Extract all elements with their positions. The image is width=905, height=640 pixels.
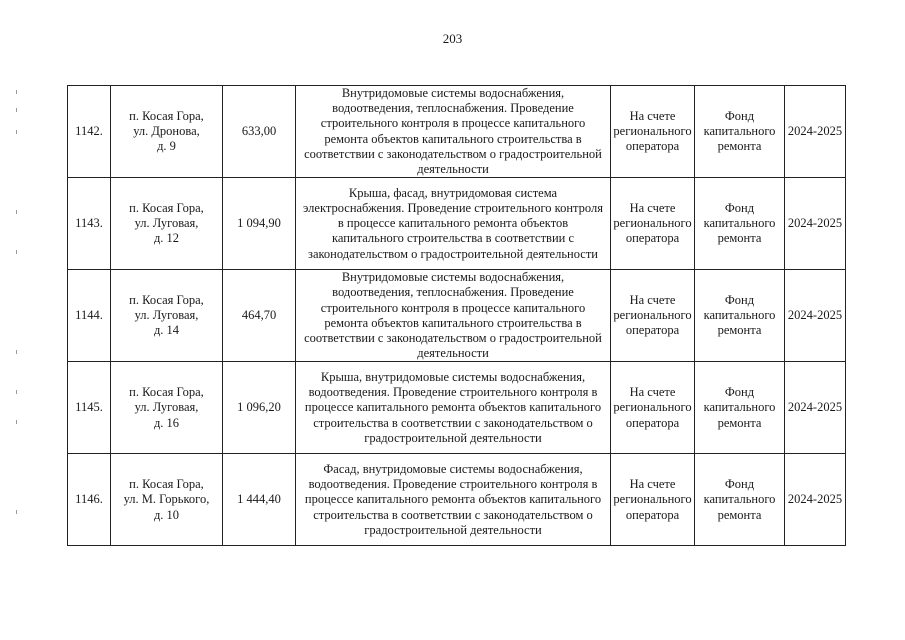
account-type-line: На счете xyxy=(629,293,676,308)
address-line: д. 16 xyxy=(153,415,180,430)
row-number-cell xyxy=(68,270,111,362)
address-line: ул. Луговая, xyxy=(134,216,199,231)
work-description-line: водоотведения, теплоснабжения. Проведение xyxy=(332,101,574,116)
period-text: 2024-2025 xyxy=(787,308,843,323)
work-description-line: водоотведения, теплоснабжения. Проведение xyxy=(332,285,574,300)
row-number-cell xyxy=(68,454,111,546)
account-type-cell xyxy=(611,270,695,362)
account-type-line: регионального xyxy=(613,124,692,138)
account-type-line: регионального xyxy=(613,216,692,231)
period-cell xyxy=(785,362,846,454)
page-number: 203 xyxy=(442,31,463,46)
funding-source-cell xyxy=(695,86,785,178)
address-cell xyxy=(111,362,223,454)
work-description-line: деятельности xyxy=(417,162,489,177)
area-text: 633,00 xyxy=(241,124,277,138)
account-type-line: На счете xyxy=(629,200,676,215)
funding-source-line: ремонта xyxy=(717,231,762,246)
work-description-line: Крыша, фасад, внутридомовая система xyxy=(348,185,558,200)
table-row xyxy=(68,362,846,454)
work-description-line: строительного контроля в процессе капитального xyxy=(320,300,586,315)
funding-source-cell xyxy=(695,362,785,454)
work-description-line: процессе капитального ремонта объектов капитального xyxy=(304,400,602,415)
work-description-line: соответствии с законодательством о градостроительной xyxy=(304,331,602,346)
row-number-text: 1144. xyxy=(75,308,103,323)
work-description-line: водоотведения. Проведение строительного контроля в xyxy=(308,385,598,400)
address-line: ул. М. Горького, xyxy=(123,492,210,507)
table-body xyxy=(68,86,846,546)
work-description-cell xyxy=(296,270,611,362)
period-cell xyxy=(785,86,846,178)
area-cell xyxy=(223,362,296,454)
work-description-cell xyxy=(296,178,611,270)
row-number-cell xyxy=(68,362,111,454)
address-line: д. 12 xyxy=(153,231,180,246)
address-line: п. Косая Гора, xyxy=(129,108,204,123)
area-cell xyxy=(223,178,296,270)
work-description-line: ремонта объектов капитального строительства в xyxy=(324,315,582,330)
area-cell xyxy=(223,454,296,546)
account-type-line: регионального xyxy=(613,400,692,415)
address-line: п. Косая Гора, xyxy=(129,477,204,492)
funding-source-cell xyxy=(695,178,785,270)
address-cell xyxy=(111,178,223,270)
work-description-line: Внутридомовые системы водоснабжения, xyxy=(341,270,565,285)
period-cell xyxy=(785,454,846,546)
funding-source-line: капитального xyxy=(703,492,776,507)
work-description-line: Крыша, внутридомовые системы водоснабжения, xyxy=(320,369,586,384)
work-description-cell xyxy=(296,362,611,454)
table-row xyxy=(68,454,846,546)
address-cell xyxy=(111,270,223,362)
address-line: ул. Луговая, xyxy=(134,400,199,415)
work-description-line: электроснабжения. Проведение строительного контроля xyxy=(303,200,603,215)
address-line: д. 10 xyxy=(153,507,180,522)
funding-source-line: Фонд xyxy=(724,477,755,492)
funding-source-cell xyxy=(695,270,785,362)
funding-source-line: капитального xyxy=(703,308,776,323)
address-cell xyxy=(111,86,223,178)
work-description-line: законодательством о градостроительной деятельности xyxy=(308,246,598,261)
account-type-line: оператора xyxy=(625,323,680,338)
row-number-cell xyxy=(68,178,111,270)
funding-source-line: ремонта xyxy=(717,139,762,154)
row-number-text: 1142. xyxy=(75,124,103,138)
account-type-line: На счете xyxy=(629,477,676,492)
address-line: д. 9 xyxy=(157,139,176,154)
address-line: п. Косая Гора, xyxy=(129,293,204,308)
account-type-line: регионального xyxy=(613,492,692,507)
work-description-line: ремонта объектов капитального строительства в xyxy=(324,131,582,146)
account-type-cell xyxy=(611,362,695,454)
area-cell xyxy=(223,86,296,178)
work-description-line: строительного контроля в процессе капитального xyxy=(320,116,586,131)
funding-source-line: капитального xyxy=(703,216,776,231)
work-description-cell xyxy=(296,454,611,546)
funding-source-line: Фонд xyxy=(724,385,755,400)
account-type-line: регионального xyxy=(613,308,692,323)
work-description-line: градостроительной деятельности xyxy=(364,522,542,537)
row-number-text: 1145. xyxy=(75,400,103,415)
account-type-line: На счете xyxy=(629,385,676,400)
account-type-cell xyxy=(611,86,695,178)
address-cell xyxy=(111,454,223,546)
row-number-cell xyxy=(68,86,111,178)
area-text: 464,70 xyxy=(241,308,277,323)
period-text: 2024-2025 xyxy=(787,400,843,415)
period-text: 2024-2025 xyxy=(787,124,843,138)
account-type-cell xyxy=(611,178,695,270)
funding-source-line: ремонта xyxy=(717,415,762,430)
funding-source-line: Фонд xyxy=(724,293,755,308)
period-text: 2024-2025 xyxy=(787,216,843,231)
area-cell xyxy=(223,270,296,362)
funding-source-line: капитального xyxy=(703,124,776,138)
row-number-text: 1146. xyxy=(75,492,103,507)
binding-margin-marks xyxy=(16,90,18,530)
work-description-line: Внутридомовые системы водоснабжения, xyxy=(341,86,565,100)
area-text: 1 094,90 xyxy=(237,216,281,231)
funding-source-cell xyxy=(695,454,785,546)
table-row xyxy=(68,270,846,362)
work-description-line: строительства в соответствии с законодательством о xyxy=(313,507,593,522)
account-type-cell xyxy=(611,454,695,546)
row-number-text: 1143. xyxy=(75,216,103,231)
period-cell xyxy=(785,270,846,362)
work-description-cell xyxy=(296,86,611,178)
funding-source-line: Фонд xyxy=(724,200,755,215)
period-text: 2024-2025 xyxy=(787,492,843,507)
address-line: п. Косая Гора, xyxy=(129,200,204,215)
work-description-line: соответствии с законодательством о градостроительной xyxy=(304,146,602,161)
address-line: ул. Дронова, xyxy=(133,124,200,138)
area-text: 1 444,40 xyxy=(237,492,281,507)
work-description-line: строительства в соответствии с законодательством о xyxy=(313,415,593,430)
work-description-line: в процессе капитального ремонта объектов xyxy=(337,216,569,231)
address-line: п. Косая Гора, xyxy=(129,385,204,400)
period-cell xyxy=(785,178,846,270)
funding-source-line: капитального xyxy=(703,400,776,415)
address-line: д. 14 xyxy=(153,323,180,338)
funding-source-line: ремонта xyxy=(717,507,762,522)
area-text: 1 096,20 xyxy=(237,400,281,415)
work-description-line: Фасад, внутридомовые системы водоснабжения, xyxy=(323,461,583,476)
work-description-line: процессе капитального ремонта объектов капитального xyxy=(304,492,602,507)
address-line: ул. Луговая, xyxy=(134,308,199,323)
work-description-line: градостроительной деятельности xyxy=(364,430,542,445)
capital-repair-table xyxy=(67,85,846,546)
work-description-line: водоотведения. Проведение строительного контроля в xyxy=(308,477,598,492)
work-description-line: капитального строительства в соответствии с xyxy=(331,231,575,246)
funding-source-line: ремонта xyxy=(717,323,762,338)
work-description-line: деятельности xyxy=(417,346,489,361)
account-type-line: оператора xyxy=(625,415,680,430)
funding-source-line: Фонд xyxy=(724,108,755,123)
account-type-line: оператора xyxy=(625,507,680,522)
table-row xyxy=(68,178,846,270)
account-type-line: На счете xyxy=(629,108,676,123)
account-type-line: оператора xyxy=(625,139,680,154)
table-row xyxy=(68,86,846,178)
account-type-line: оператора xyxy=(625,231,680,246)
